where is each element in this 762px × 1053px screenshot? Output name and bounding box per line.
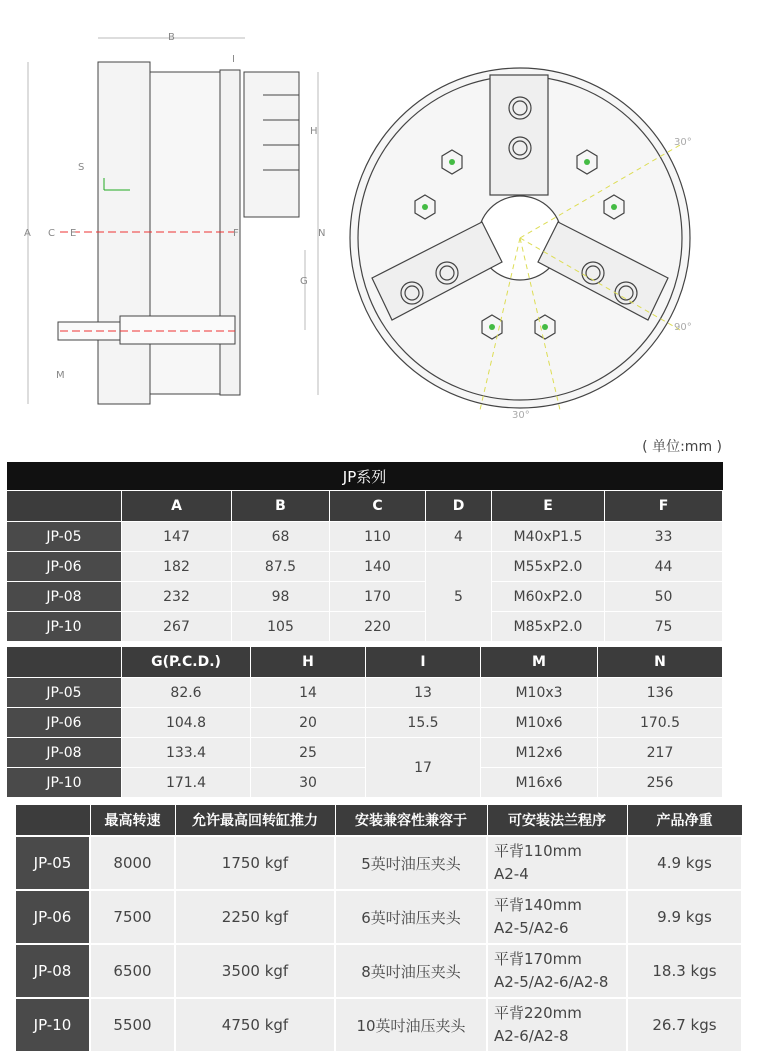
cell-n: 170.5: [598, 708, 723, 738]
cell-g: 82.6: [122, 678, 251, 708]
cell-g: 171.4: [122, 768, 251, 798]
svg-text:30°: 30°: [512, 410, 530, 421]
table-row: [7, 612, 723, 642]
cell-thrust: 1750 kgf: [175, 836, 335, 890]
specs-table: [14, 804, 743, 1053]
cell-g: 133.4: [122, 738, 251, 768]
svg-text:I: I: [232, 54, 235, 65]
cell-n: 256: [598, 768, 723, 798]
cell-c: 140: [330, 552, 426, 582]
cell-flange: [487, 998, 627, 1052]
model-cell: JP-08: [15, 944, 90, 998]
cell-flange: [487, 836, 627, 890]
model-cell: JP-06: [7, 552, 122, 582]
model-cell: JP-06: [15, 890, 90, 944]
header-max-thrust: 允许最高回转缸推力: [175, 805, 335, 837]
cell-weight: 4.9 kgs: [627, 836, 742, 890]
cell-b: 98: [232, 582, 330, 612]
cell-a: 232: [122, 582, 232, 612]
cell-m: M16x6: [481, 768, 598, 798]
svg-text:A: A: [24, 228, 31, 239]
header-n: N: [598, 647, 723, 678]
cell-i: 13: [366, 678, 481, 708]
header-weight: 产品净重: [627, 805, 742, 837]
cell-flange: [487, 944, 627, 998]
model-cell: JP-10: [15, 998, 90, 1052]
cell-speed: 8000: [90, 836, 175, 890]
cell-i-merged: 17: [366, 738, 481, 798]
cell-b: 68: [232, 522, 330, 552]
header-f: F: [605, 491, 723, 522]
svg-text:F: F: [233, 228, 239, 239]
svg-text:H: H: [310, 126, 318, 137]
table-row: [7, 708, 723, 738]
cell-a: 147: [122, 522, 232, 552]
cell-h: 20: [251, 708, 366, 738]
svg-text:30°: 30°: [674, 137, 692, 148]
cell-thrust: 3500 kgf: [175, 944, 335, 998]
flange-line-1: 平背140mm: [494, 896, 582, 914]
flange-line-2: A2-4: [494, 865, 529, 883]
header-blank: [7, 491, 122, 522]
cell-h: 25: [251, 738, 366, 768]
cell-m: M12x6: [481, 738, 598, 768]
cell-m: M10x3: [481, 678, 598, 708]
svg-text:S: S: [78, 162, 85, 173]
cell-speed: 7500: [90, 890, 175, 944]
cell-f: 50: [605, 582, 723, 612]
cell-n: 136: [598, 678, 723, 708]
cell-compat: 5英吋油压夹头: [335, 836, 487, 890]
header-max-speed: 最高转速: [90, 805, 175, 837]
cell-b: 105: [232, 612, 330, 642]
svg-text:E: E: [70, 228, 77, 239]
flange-line-2: A2-5/A2-6/A2-8: [494, 973, 609, 991]
unit-label: ( 单位:mm ): [642, 439, 722, 455]
cell-f: 75: [605, 612, 723, 642]
cell-thrust: 2250 kgf: [175, 890, 335, 944]
model-cell: JP-08: [7, 582, 122, 612]
header-blank: [7, 647, 122, 678]
dimensions-table-1: [6, 462, 723, 642]
header-blank: [15, 805, 90, 837]
cell-g: 104.8: [122, 708, 251, 738]
cell-i: 15.5: [366, 708, 481, 738]
svg-text:N: N: [318, 228, 326, 239]
cell-compat: 10英吋油压夹头: [335, 998, 487, 1052]
svg-text:G: G: [300, 276, 308, 287]
series-title: JP系列: [7, 462, 723, 491]
header-m: M: [481, 647, 598, 678]
model-cell: JP-10: [7, 768, 122, 798]
table-row: [7, 582, 723, 612]
table-row: [7, 552, 723, 582]
header-i: I: [366, 647, 481, 678]
table-row: [7, 522, 723, 552]
cell-weight: 18.3 kgs: [627, 944, 742, 998]
cell-a: 182: [122, 552, 232, 582]
cell-e: M60xP2.0: [492, 582, 605, 612]
technical-drawings: [0, 0, 762, 430]
flange-line-1: 平背110mm: [494, 842, 582, 860]
table-row: [7, 738, 723, 768]
cell-c: 170: [330, 582, 426, 612]
table-row: [15, 836, 742, 890]
cell-e: M85xP2.0: [492, 612, 605, 642]
cell-speed: 5500: [90, 998, 175, 1052]
model-cell: JP-08: [7, 738, 122, 768]
cell-flange: [487, 890, 627, 944]
cell-c: 110: [330, 522, 426, 552]
cell-e: M55xP2.0: [492, 552, 605, 582]
model-cell: JP-05: [15, 836, 90, 890]
cell-speed: 6500: [90, 944, 175, 998]
cell-thrust: 4750 kgf: [175, 998, 335, 1052]
cell-f: 44: [605, 552, 723, 582]
svg-text:B: B: [168, 32, 175, 43]
model-cell: JP-10: [7, 612, 122, 642]
cell-weight: 26.7 kgs: [627, 998, 742, 1052]
header-a: A: [122, 491, 232, 522]
side-view-drawing: [28, 38, 318, 404]
cell-weight: 9.9 kgs: [627, 890, 742, 944]
svg-text:90°: 90°: [674, 322, 692, 333]
table-row: [15, 944, 742, 998]
header-d: D: [426, 491, 492, 522]
cell-n: 217: [598, 738, 723, 768]
flange-line-2: A2-5/A2-6: [494, 919, 569, 937]
header-flange: 可安装法兰程序: [487, 805, 627, 837]
cell-compat: 8英吋油压夹头: [335, 944, 487, 998]
header-compat: 安装兼容性兼容于: [335, 805, 487, 837]
cell-m: M10x6: [481, 708, 598, 738]
svg-text:C: C: [48, 228, 55, 239]
cell-h: 14: [251, 678, 366, 708]
table-row: [15, 890, 742, 944]
header-b: B: [232, 491, 330, 522]
cell-h: 30: [251, 768, 366, 798]
flange-line-1: 平背170mm: [494, 950, 582, 968]
header-c: C: [330, 491, 426, 522]
flange-line-2: A2-6/A2-8: [494, 1027, 569, 1045]
svg-text:M: M: [56, 370, 65, 381]
model-cell: JP-05: [7, 522, 122, 552]
cell-d: 4: [426, 522, 492, 552]
dimensions-table-2: [6, 646, 723, 798]
cell-compat: 6英吋油压夹头: [335, 890, 487, 944]
cell-f: 33: [605, 522, 723, 552]
cell-a: 267: [122, 612, 232, 642]
model-cell: JP-05: [7, 678, 122, 708]
cell-b: 87.5: [232, 552, 330, 582]
flange-line-1: 平背220mm: [494, 1004, 582, 1022]
header-h: H: [251, 647, 366, 678]
table-row: [7, 768, 723, 798]
cell-e: M40xP1.5: [492, 522, 605, 552]
header-e: E: [492, 491, 605, 522]
cell-c: 220: [330, 612, 426, 642]
cell-d-merged: 5: [426, 552, 492, 642]
table-row: [7, 678, 723, 708]
model-cell: JP-06: [7, 708, 122, 738]
table-row: [15, 998, 742, 1052]
header-g: G(P.C.D.): [122, 647, 251, 678]
